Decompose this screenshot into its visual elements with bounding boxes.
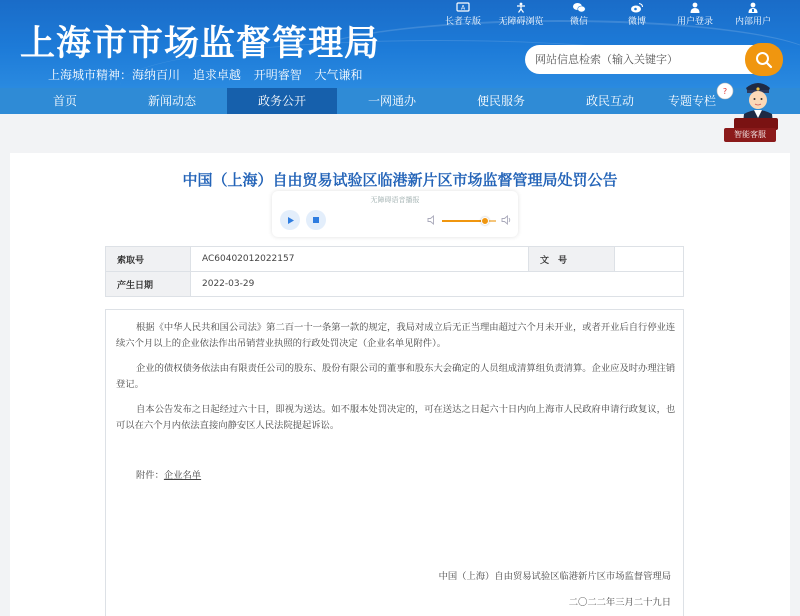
top-link-label: 用户登录 (676, 17, 713, 27)
nav-item-one-net[interactable]: 一网通办 (367, 94, 416, 108)
volume-up-icon[interactable] (501, 215, 513, 225)
user-login-link[interactable] (666, 2, 724, 27)
user-icon (688, 2, 702, 13)
assistant-label: 智能客服 (724, 128, 776, 142)
nav-item-home[interactable]: 首页 (52, 94, 77, 108)
weibo-link[interactable] (608, 2, 666, 27)
volume-fill (442, 220, 485, 222)
nav-item-interaction[interactable]: 政民互动 (585, 94, 634, 108)
article-title: 中国（上海）自由贸易试验区临港新片区市场监督管理局处罚公告 (182, 171, 618, 189)
meta-row (106, 272, 684, 297)
weibo-icon (630, 2, 644, 13)
site-header (0, 0, 800, 88)
article-paragraph: 自本公告发布之日起经过六十日，即视为送达。如不服本处罚决定的，可在送达之日起六十日内向上海市人民政府申请行政复议，也可以在六个月内依法直接向静安区人民法院提起诉讼。 (116, 404, 676, 431)
issuer-signature: 中国（上海）自由贸易试验区临港新片区市场监督管理局 (438, 571, 671, 582)
article-container (10, 153, 790, 616)
nav-item-services[interactable]: 便民服务 (476, 94, 525, 108)
elder-icon (456, 2, 470, 13)
nav-item-news[interactable]: 新闻动态 (147, 94, 196, 108)
play-button[interactable] (280, 210, 300, 230)
accessibility-icon (514, 2, 528, 13)
search-input[interactable] (535, 50, 735, 69)
wechat-link[interactable] (550, 2, 608, 27)
site-search (525, 45, 781, 74)
nav-item-topics[interactable]: 专题专栏 (668, 94, 717, 108)
top-link-label: 无障碍浏览 (498, 17, 544, 27)
player-title: 无障碍语音播报 (370, 196, 420, 204)
search-button[interactable] (745, 43, 783, 76)
smart-service-widget[interactable] (716, 78, 782, 144)
doc-number-label: 文 号 (529, 247, 615, 272)
doc-number-value (615, 247, 684, 272)
date-label: 产生日期 (106, 272, 191, 297)
site-title[interactable]: 上海市市场监督管理局 (20, 24, 381, 64)
article-paragraph: 企业的债权债务依法由有限责任公司的股东、股份有限公司的董事和股东大会确定的人员组成清算组负责清算。企业应及时办理注销登记。 (116, 363, 676, 390)
article-paragraph: 根据《中华人民共和国公司法》第二百一十一条第一款的规定，我局对成立后无正当理由超过六个月未开业，或者开业后自行停业连续六个月以上的企业依法作出吊销营业执照的行政处罚决定（企业名单见附件）。 (116, 322, 676, 349)
svg-text:?: ? (722, 87, 728, 96)
wechat-icon (572, 2, 586, 13)
top-link-label: 内部用户 (734, 17, 771, 27)
nav-item-gov-affairs[interactable]: 政务公开 (227, 88, 337, 114)
city-motto (48, 66, 372, 83)
issue-date: 二〇二二年三月二十九日 (568, 597, 671, 608)
audio-player (272, 191, 518, 237)
play-icon (286, 216, 295, 225)
top-links (434, 2, 782, 27)
top-link-label: 微信 (569, 17, 588, 27)
search-icon (755, 51, 773, 69)
elder-mode-link[interactable] (434, 2, 492, 27)
stop-icon (312, 216, 320, 224)
meta-row (106, 247, 684, 272)
top-link-label: 微博 (627, 17, 646, 27)
main-nav (0, 88, 800, 114)
motto-part: 开明睿智 (253, 68, 302, 82)
motto-part: 大气谦和 (314, 68, 363, 82)
attachment-link[interactable]: 企业名单 (163, 470, 202, 481)
document-meta-table (105, 246, 684, 297)
motto-part: 追求卓越 (192, 68, 241, 82)
date-value: 2022-03-29 (191, 272, 684, 297)
stop-button[interactable] (306, 210, 326, 230)
top-link-label: 长者专版 (444, 17, 481, 27)
volume-handle[interactable] (481, 217, 489, 225)
article-body (105, 309, 684, 616)
internal-user-link[interactable] (724, 2, 782, 27)
svg-text:A: A (460, 4, 466, 12)
motto-part: 上海城市精神：海纳百川 (48, 68, 181, 82)
internal-user-icon (746, 2, 760, 13)
attachment-label: 附件： (136, 470, 164, 481)
attachment-line (136, 467, 201, 481)
index-value: AC60402012022157 (191, 247, 529, 272)
accessibility-link[interactable] (492, 2, 550, 27)
index-label: 索取号 (106, 247, 191, 272)
assistant-avatar-icon (716, 78, 782, 132)
volume-down-icon[interactable] (427, 215, 437, 225)
volume-slider[interactable] (442, 220, 496, 222)
